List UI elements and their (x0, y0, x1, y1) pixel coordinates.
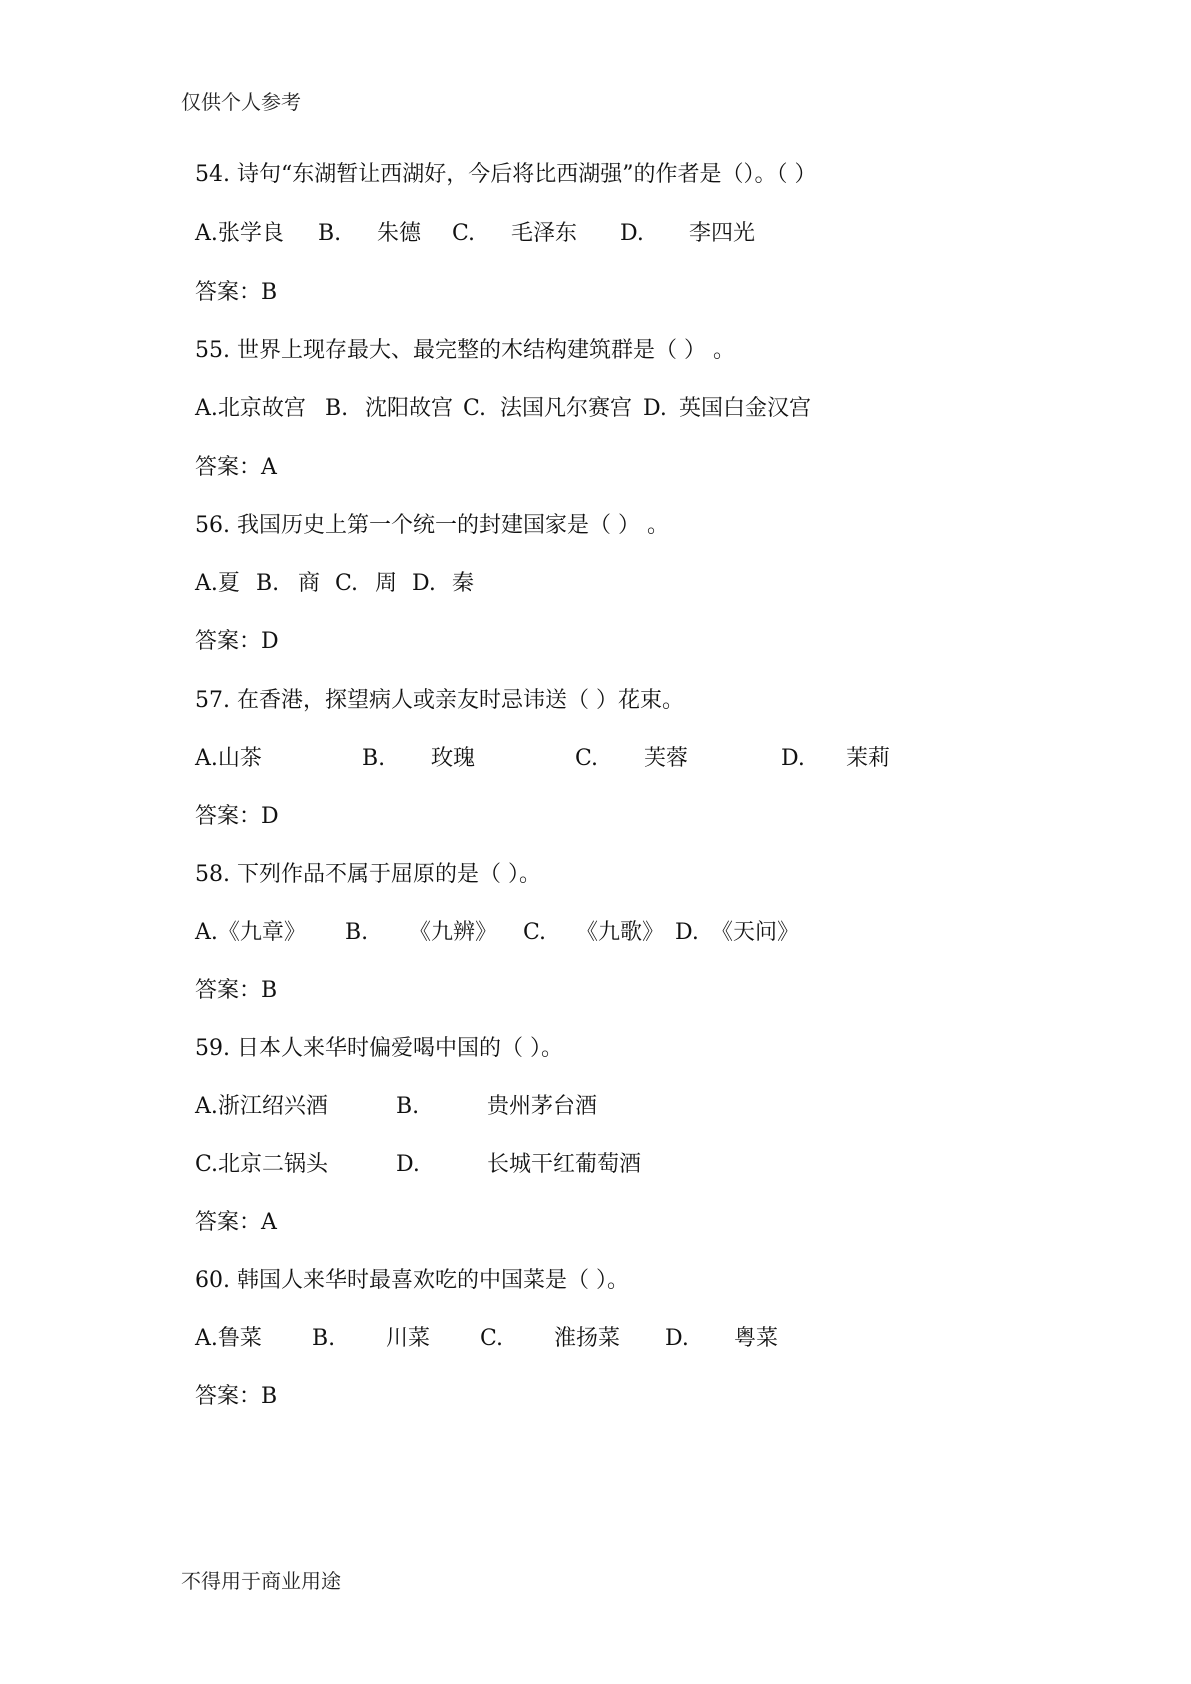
answer-57: 答案：D (195, 804, 279, 829)
option-c-text: 《九歌》 (576, 920, 665, 945)
option-a-label: A.北京故宫 (195, 396, 306, 421)
options-59-row-1 (195, 1092, 995, 1122)
question-58: 58. 下列作品不属于屈原的是（ ）。 (195, 862, 541, 887)
option-a-label: A.张学良 (195, 221, 284, 246)
question-54: 54. 诗句“东湖暂让西湖好，今后将比西湖强”的作者是（）。（ ） (195, 162, 817, 187)
options-55 (195, 394, 995, 424)
option-d-text: 英国白金汉宫 (679, 396, 812, 421)
answer-54: 答案：B (195, 280, 278, 305)
option-b-text: 玫瑰 (431, 746, 476, 771)
option-c-marker: C. (463, 396, 487, 421)
question-60: 60. 韩国人来华时最喜欢吃的中国菜是（ ）。 (195, 1268, 629, 1293)
option-d-text: 李四光 (689, 221, 756, 246)
option-b-marker: B. (312, 1326, 336, 1351)
option-b-text: 川菜 (386, 1326, 431, 1351)
option-d-text: 茉莉 (846, 746, 891, 771)
option-d-text: 秦 (452, 571, 475, 596)
answer-55: 答案：A (195, 455, 277, 480)
option-c-label: C.北京二锅头 (195, 1152, 329, 1177)
option-d-marker: D. (620, 221, 644, 246)
option-b-marker: B. (318, 221, 342, 246)
option-c-text: 芙蓉 (644, 746, 689, 771)
option-c-marker: C. (575, 746, 599, 771)
question-57: 57. 在香港，探望病人或亲友时忌讳送（ ）花束。 (195, 688, 684, 713)
option-b-text: 朱德 (377, 221, 422, 246)
option-d-text: 粤菜 (734, 1326, 779, 1351)
answer-59: 答案：A (195, 1210, 277, 1235)
options-58 (195, 918, 995, 948)
answer-58: 答案：B (195, 978, 278, 1003)
option-d-marker: D. (412, 571, 436, 596)
option-c-text: 法国凡尔赛宫 (500, 396, 633, 421)
option-b-text: 贵州茅台酒 (487, 1094, 598, 1119)
option-d-marker: D. (665, 1326, 689, 1351)
answer-60: 答案：B (195, 1384, 278, 1409)
option-d-marker: D. (781, 746, 805, 771)
option-c-marker: C. (523, 920, 547, 945)
options-59-row-2 (195, 1150, 995, 1180)
option-b-text: 商 (298, 571, 321, 596)
option-c-text: 周 (375, 571, 398, 596)
answer-56: 答案：D (195, 629, 279, 654)
option-a-label: A.夏 (195, 571, 240, 596)
options-57 (195, 744, 995, 774)
page-header: 仅供个人参考 (181, 90, 301, 114)
option-b-marker: B. (256, 571, 280, 596)
question-55: 55. 世界上现存最大、最完整的木结构建筑群是（ ） 。 (195, 338, 735, 363)
options-60 (195, 1324, 995, 1354)
question-56: 56. 我国历史上第一个统一的封建国家是（ ） 。 (195, 513, 669, 538)
option-d-marker: D. (396, 1152, 420, 1177)
option-b-marker: B. (362, 746, 386, 771)
option-c-marker: C. (480, 1326, 504, 1351)
option-a-label: A.《九章》 (195, 920, 306, 945)
option-b-marker: B. (325, 396, 349, 421)
option-c-marker: C. (452, 221, 476, 246)
option-c-marker: C. (335, 571, 359, 596)
option-b-marker: B. (345, 920, 369, 945)
option-c-text: 毛泽东 (511, 221, 578, 246)
option-c-text: 淮扬菜 (554, 1326, 621, 1351)
option-b-text: 沈阳故宫 (365, 396, 454, 421)
option-b-marker: B. (396, 1094, 420, 1119)
option-a-label: A.鲁菜 (195, 1326, 262, 1351)
option-d-text: 《天问》 (711, 920, 800, 945)
option-a-label: A.山茶 (195, 746, 262, 771)
option-b-text: 《九辨》 (409, 920, 498, 945)
options-54 (195, 219, 995, 249)
option-a-label: A.浙江绍兴酒 (195, 1094, 328, 1119)
option-d-text: 长城干红葡萄酒 (487, 1152, 642, 1177)
page-footer: 不得用于商业用途 (181, 1569, 341, 1593)
option-d-marker: D. (675, 920, 699, 945)
options-56 (195, 569, 995, 599)
question-59: 59. 日本人来华时偏爱喝中国的（ ）。 (195, 1036, 563, 1061)
option-d-marker: D. (643, 396, 667, 421)
